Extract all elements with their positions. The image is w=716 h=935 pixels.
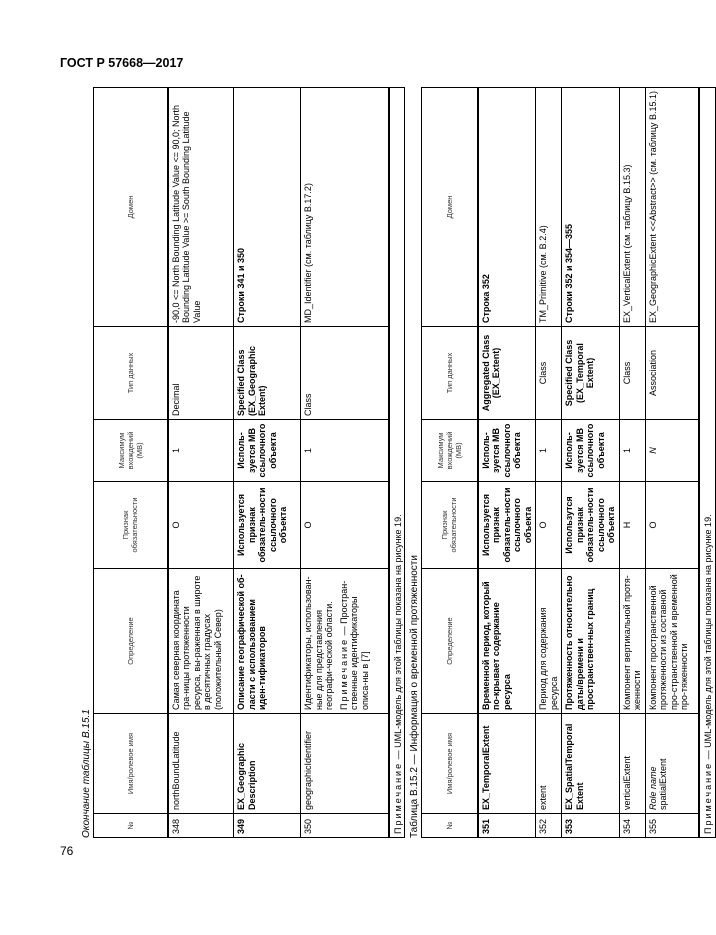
table1-note-row [389, 88, 405, 838]
cell-domain: EX_GeographicExtent <<Abstract>> (см. таблицу В.15.1) [645, 88, 699, 327]
rotated-content [80, 88, 713, 838]
cell-name: verticalExtent [619, 714, 645, 814]
col-header-type: Тип данных [94, 327, 168, 420]
table1-caption: Окончание таблицы В.15.1 [81, 709, 92, 838]
cell-max: Исполь-зуется МВ ссылочного объекта [478, 420, 536, 482]
role-name-value: spatialExtent [658, 758, 668, 810]
cell-obligation: O [536, 482, 562, 569]
note-label: Примечание [392, 761, 403, 834]
cell-name: extent [536, 714, 562, 814]
cell-definition: Самая северная координата гра-ницы протяженности ресурса, вы-раженная в широте в десятичных градусах (положительный Север) [168, 569, 234, 714]
col-header-obligation: Признак обязательности [422, 482, 478, 569]
col-header-name: Имя/ролевое имя [94, 714, 168, 814]
cell-obligation: Использутся признак обязатель-ности ссылочного объекта [562, 482, 620, 569]
col-header-definition: Определение [94, 569, 168, 714]
cell-domain: MD_Identifier (см. таблицу В.17.2) [301, 88, 389, 327]
note-label: Примечание [338, 637, 349, 710]
col-header-obligation: Признак обязательности [94, 482, 168, 569]
cell-type: Aggregated Class (EX_Extent) [478, 327, 536, 420]
cell-name: geographicIdentifier [301, 714, 389, 814]
table-row [234, 88, 301, 838]
cell-num: 354 [619, 814, 645, 838]
cell-name: EX_TemporalExtent [478, 714, 536, 814]
col-header-type: Тип данных [422, 327, 478, 420]
cell-domain: TM_Primitive (см. В.2.4) [536, 88, 562, 327]
definition-note [339, 572, 371, 710]
cell-num: 353 [562, 814, 620, 838]
cell-type: Class [619, 327, 645, 420]
cell-definition: Временной период, который по-крывает содержание ресурса [478, 569, 536, 714]
cell-definition: Период для содержания ресурса [536, 569, 562, 714]
cell-obligation: O [168, 482, 234, 569]
cell-domain: EX_VerticalExtent (см. таблицу В.15.3) [619, 88, 645, 327]
cell-max: 1 [301, 420, 389, 482]
definition-text: Идентификаторы, использован-ные для представления географи-ческой области. [303, 576, 334, 710]
table2-note-row [699, 88, 715, 838]
cell-domain: -90,0 <= North Bounding Latitude Value <= 90,0; North Bounding Latitude Value >= South Bounding Latitude Value [168, 88, 234, 327]
cell-name: northBoundLatitude [168, 714, 234, 814]
cell-name: EX_Geographic Description [234, 714, 301, 814]
cell-type: Class [301, 327, 389, 420]
note-label: Примечание [703, 761, 713, 834]
cell-definition: Компонент пространственной протяженности из составной про-странственной и временной про-тяженности [645, 569, 699, 714]
cell-num: 349 [234, 814, 301, 838]
col-header-num: № [422, 814, 478, 838]
col-header-domain: Домен [94, 88, 168, 327]
table-row [645, 88, 699, 838]
col-header-max: Максимум вхождений (МВ) [422, 420, 478, 482]
cell-type: Class [536, 327, 562, 420]
table-row [619, 88, 645, 838]
cell-num: 351 [478, 814, 536, 838]
cell-name: EX_SpatialTemporal Extent [562, 714, 620, 814]
cell-domain: Строки 341 и 350 [234, 88, 301, 327]
note-text: — UML-модель для этой таблицы показана на рисунке 19. [703, 514, 713, 760]
cell-num: 352 [536, 814, 562, 838]
col-header-domain: Домен [422, 88, 478, 327]
cell-max: 1 [168, 420, 234, 482]
cell-obligation: Используется признак обязатель-ности ссылочного объекта [478, 482, 536, 569]
cell-definition [301, 569, 389, 714]
cell-type: Decimal [168, 327, 234, 420]
table-row [536, 88, 562, 838]
role-name-label: Role name [647, 766, 658, 810]
cell-num: 348 [168, 814, 234, 838]
table-row [301, 88, 389, 838]
cell-type: Specified Class (EX_Geographic Extent) [234, 327, 301, 420]
cell-max: Исполь-зуется МВ ссылочного объекта [562, 420, 620, 482]
table-b15-2 [421, 87, 716, 838]
note-text: — UML-модель для этой таблицы показана на рисунке 19. [392, 514, 403, 760]
col-header-num: № [94, 814, 168, 838]
cell-max: 1 [536, 420, 562, 482]
cell-type: Specified Class (EX_Temporal Extent) [562, 327, 620, 420]
col-header-definition: Определение [422, 569, 478, 714]
cell-definition: Описание географической об-ласти с использованием иден-тификаторов [234, 569, 301, 714]
table2-caption: Таблица В.15.2 — Информация о временной протяженности [409, 555, 420, 838]
table1-header-row [94, 88, 168, 838]
cell-type: Association [645, 327, 699, 420]
note-text: — Простран-ственные идентификаторы описа-ны в [7] [338, 580, 370, 710]
col-header-max: Максимум вхождений (МВ) [94, 420, 168, 482]
table-b15-1-end [93, 87, 405, 838]
cell-obligation: O [645, 482, 699, 569]
cell-num: 350 [301, 814, 389, 838]
cell-obligation: O [301, 482, 389, 569]
table-row [562, 88, 620, 838]
cell-num: 355 [645, 814, 699, 838]
cell-definition: Протяженность относительно даты/времени и пространствен-ных границ [562, 569, 620, 714]
cell-max: Исполь-зуется МВ ссылочного объекта [234, 420, 301, 482]
cell-domain: Строки 352 и 354—355 [562, 88, 620, 327]
document-header: ГОСТ Р 57668—2017 [60, 56, 184, 70]
cell-domain: Строка 352 [478, 88, 536, 327]
cell-obligation: Используется признак обязатель-ности ссылочного объекта [234, 482, 301, 569]
table-row [478, 88, 536, 838]
table-note [699, 88, 715, 838]
table2-header-row [422, 88, 478, 838]
cell-name [645, 714, 699, 814]
page-number: 76 [60, 844, 74, 858]
cell-max: 1 [619, 420, 645, 482]
table-note [389, 88, 405, 838]
cell-definition: Компонент вертикальной протя-женности [619, 569, 645, 714]
table-row [168, 88, 234, 838]
cell-obligation: Н [619, 482, 645, 569]
col-header-name: Имя/ролевое имя [422, 714, 478, 814]
cell-max: N [645, 420, 699, 482]
